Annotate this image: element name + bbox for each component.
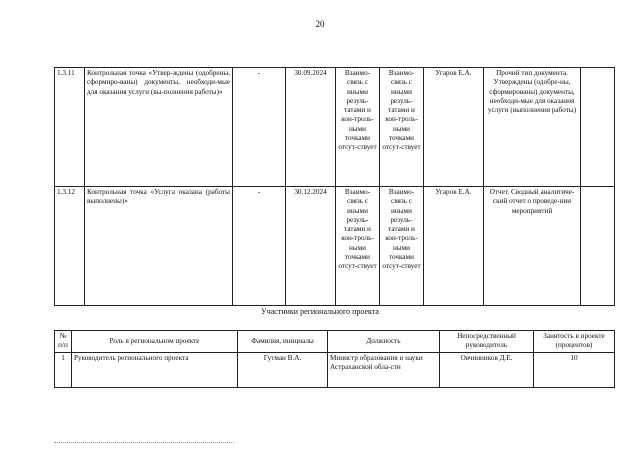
milestone-title: Контрольная точка «Услуга оказана (работы выполнены)» [85,187,233,306]
milestone-end-date: 30.12.2024 [286,187,336,306]
header-name: Фамилия, инициалы [238,331,328,353]
participant-name: Гутман В.А. [238,352,328,387]
milestone-empty-cell [581,68,615,187]
milestone-title: Контрольная точка «Утвер-ждены (одобрены, сформиро-ваны) документы, необходи-мые для оказания услуги (вы-полнения работы)» [85,68,233,187]
milestone-link-next: Взаимо-связь с иными резуль-татами и кон-троль-ными точками отсут-ствует [380,68,424,187]
milestone-link-prev: Взаимо-связь с иными резуль-татами и кон-троль-ными точками отсут-ствует [336,68,380,187]
participant-number: 1 [55,352,72,387]
footer-divider [54,442,234,443]
milestone-row [55,68,615,187]
milestones-table [54,67,615,306]
header-supervisor: Непосредственный руководитель [440,331,534,353]
participants-table [54,330,615,388]
header-workload: Занятость в проекте (процентов) [534,331,615,353]
milestone-link-prev: Взаимо-связь с иными резуль-татами и кон-троль-ными точками отсут-ствует [336,187,380,306]
milestone-start: - [233,187,286,306]
milestone-empty-cell [581,187,615,306]
participant-role: Руководитель регионального проекта [72,352,238,387]
participant-row [55,352,615,387]
milestone-row [55,187,615,306]
milestone-end-date: 30.09.2024 [286,68,336,187]
header-role: Роль в региональном проекте [72,331,238,353]
milestone-result: Прочий тип документа. Утверждены (одобре-ны, сформированы) документы, необходи-мые для оказания услуги (выполнения работы) [484,68,581,187]
milestone-number: 1.3.11 [55,68,85,187]
milestone-start: - [233,68,286,187]
milestone-result: Отчет. Сводный аналитиче-ский отчет о проведе-нии мероприятий [484,187,581,306]
participant-workload: 10 [534,352,615,387]
participants-header-row [55,331,615,353]
milestone-responsible: Угаров Е.А. [424,68,484,187]
participants-section-title: Участники регионального проекта [261,307,379,316]
milestone-number: 1.3.12 [55,187,85,306]
participant-supervisor: Овчинников Д.Е. [440,352,534,387]
page-number: 20 [315,19,325,29]
participant-position: Министр образования и науки Астраханской обла-сти [328,352,440,387]
milestone-responsible: Угаров Е.А. [424,187,484,306]
header-position: Должность [328,331,440,353]
milestone-link-next: Взаимо-связь с иными резуль-татами и кон-троль-ными точками отсут-ствует [380,187,424,306]
header-number: № п/п [55,331,72,353]
